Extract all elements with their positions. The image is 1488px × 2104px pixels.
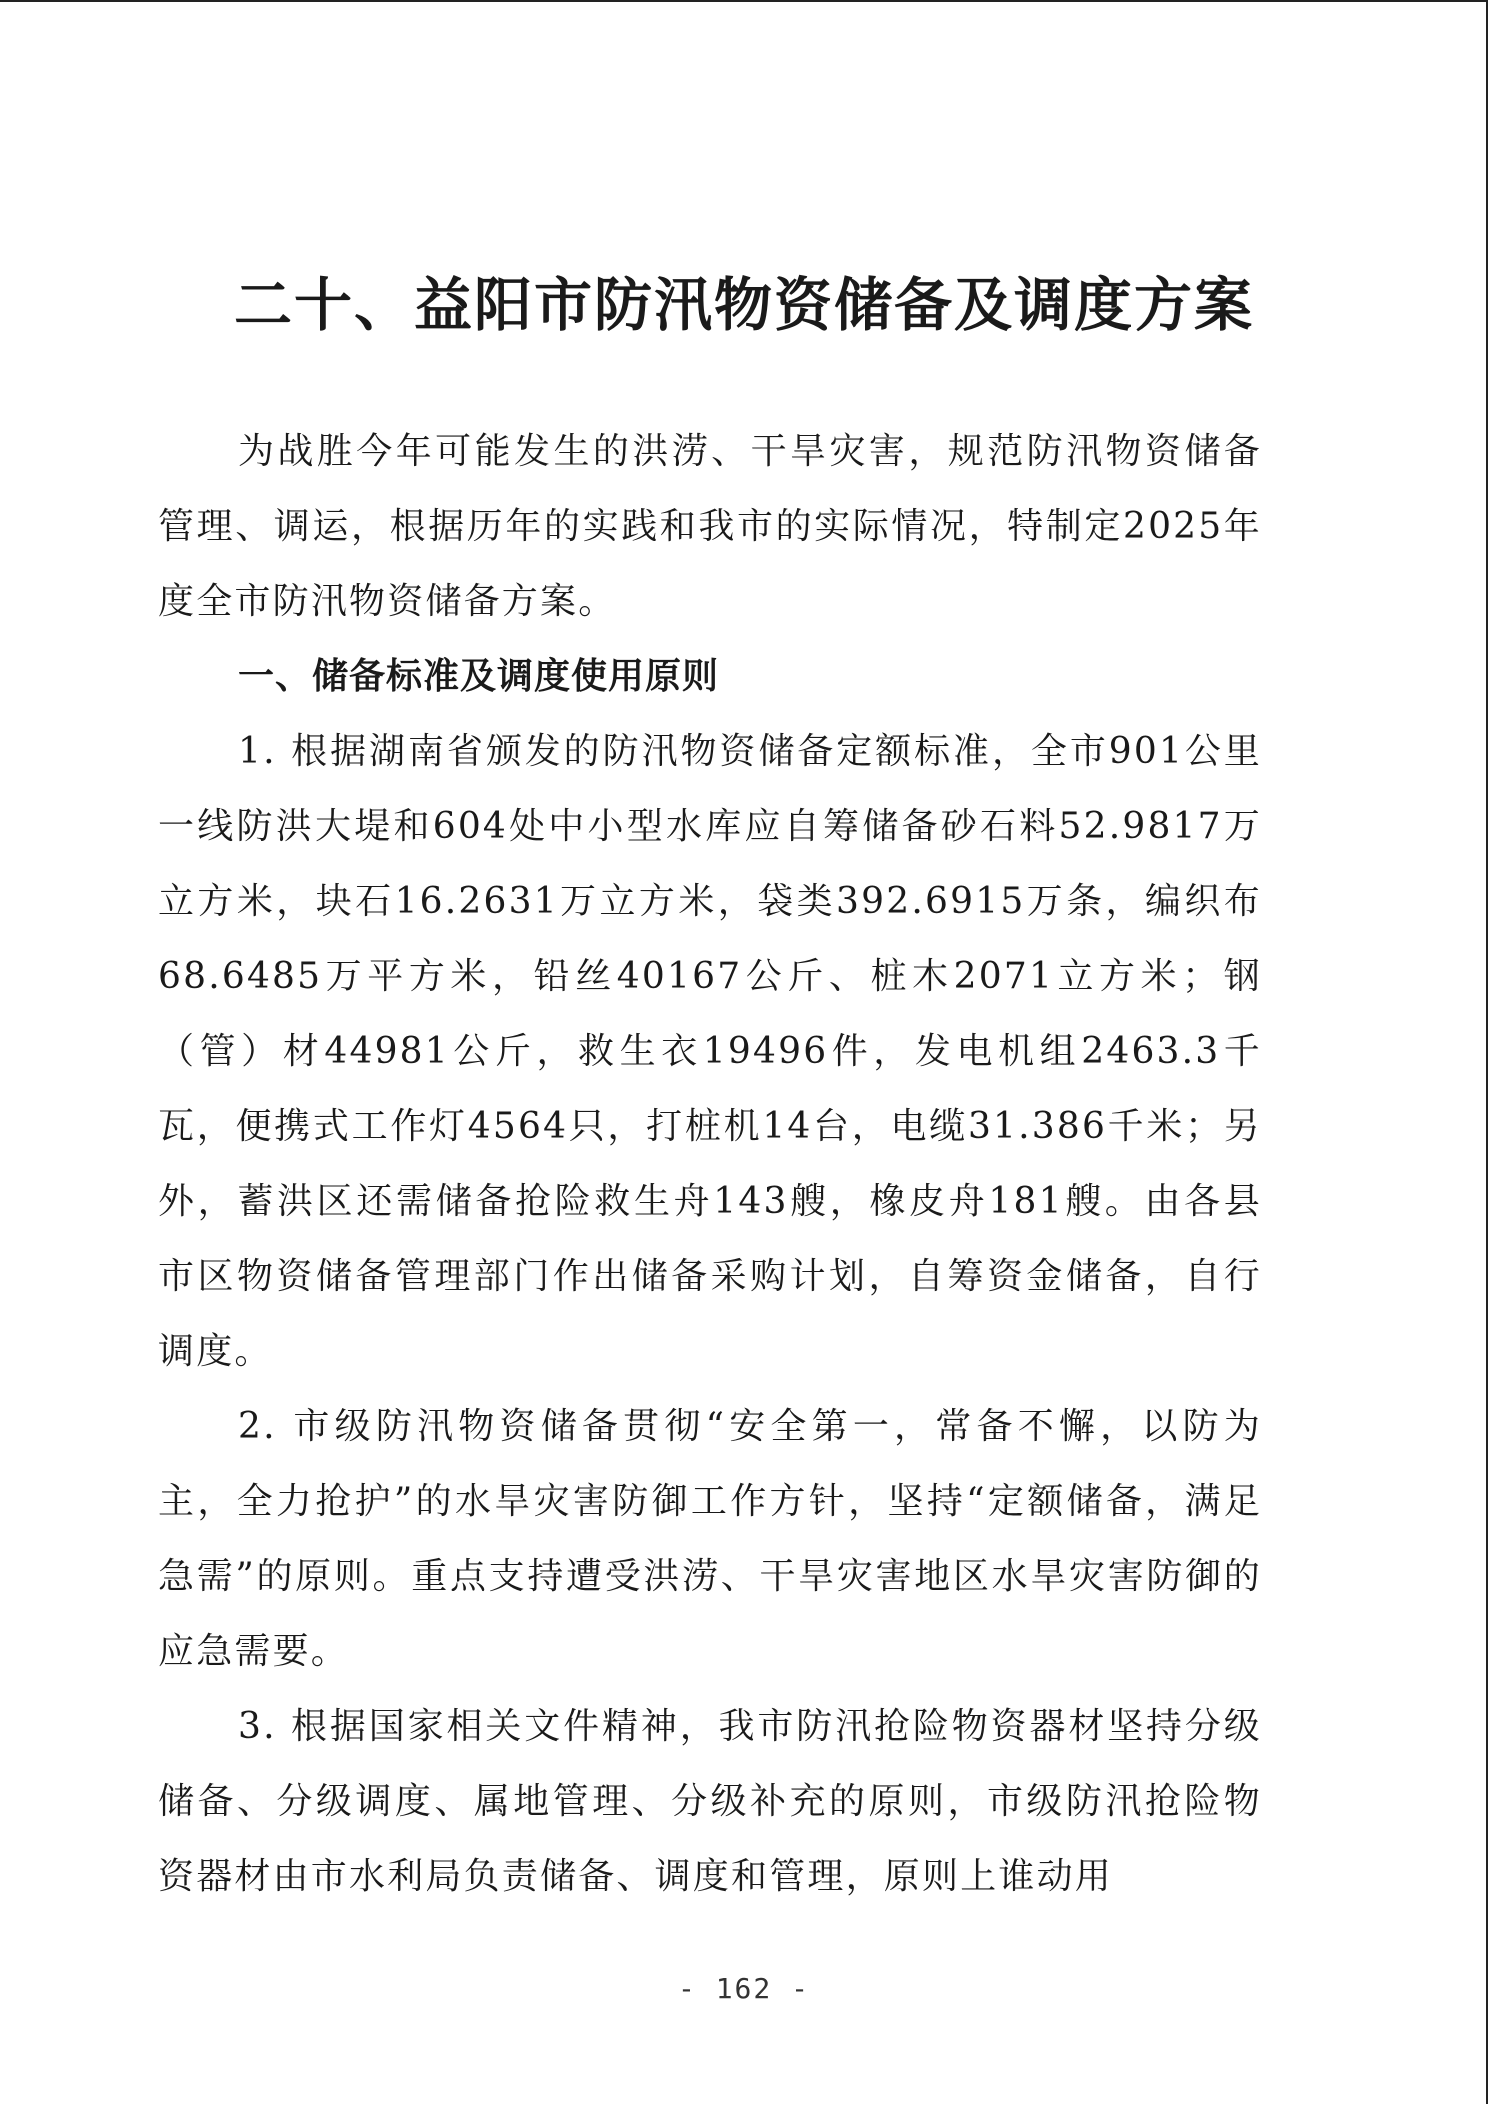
page-top-border bbox=[0, 0, 1488, 2]
paragraph-1: 1. 根据湖南省颁发的防汛物资储备定额标准，全市901公里一线防洪大堤和604处中小型水库应自筹储备砂石料52.9817万立方米，块石16.2631万立方米，袋类392.6915万条，编织布68.6485万平方米，铅丝40167公斤、桩木2071立方米；钢（管）材44981公斤，救生衣19496件，发电机组2463.3千瓦，便携式工作灯4564只，打桩机14台，电缆31.386千米；另外，蓄洪区还需储备抢险救生舟143艘，橡皮舟181艘。由各县市区物资储备管理部门作出储备采购计划，自筹资金储备，自行调度。 bbox=[158, 731, 1262, 1372]
intro-paragraph: 为战胜今年可能发生的洪涝、干旱灾害，规范防汛物资储备管理、调运，根据历年的实践和我市的实际情况，特制定2025年度全市防汛物资储备方案。 bbox=[158, 431, 1262, 622]
page-number: - 162 - bbox=[677, 1972, 810, 2005]
paragraph-2: 2. 市级防汛物资储备贯彻“安全第一，常备不懈，以防为主，全力抢护”的水旱灾害防御工作方针，坚持“定额储备，满足急需”的原则。重点支持遭受洪涝、干旱灾害地区水旱灾害防御的应急需要。 bbox=[158, 1406, 1262, 1672]
section-heading: 一、储备标准及调度使用原则 bbox=[238, 656, 720, 697]
document-title: 二十、益阳市防汛物资储备及调度方案 bbox=[233, 271, 1254, 339]
paragraph-3: 3. 根据国家相关文件精神，我市防汛抢险物资器材坚持分级储备、分级调度、属地管理、分级补充的原则，市级防汛抢险物资器材由市水利局负责储备、调度和管理，原则上谁动用 bbox=[158, 1706, 1262, 1897]
document-body bbox=[158, 414, 1262, 1914]
